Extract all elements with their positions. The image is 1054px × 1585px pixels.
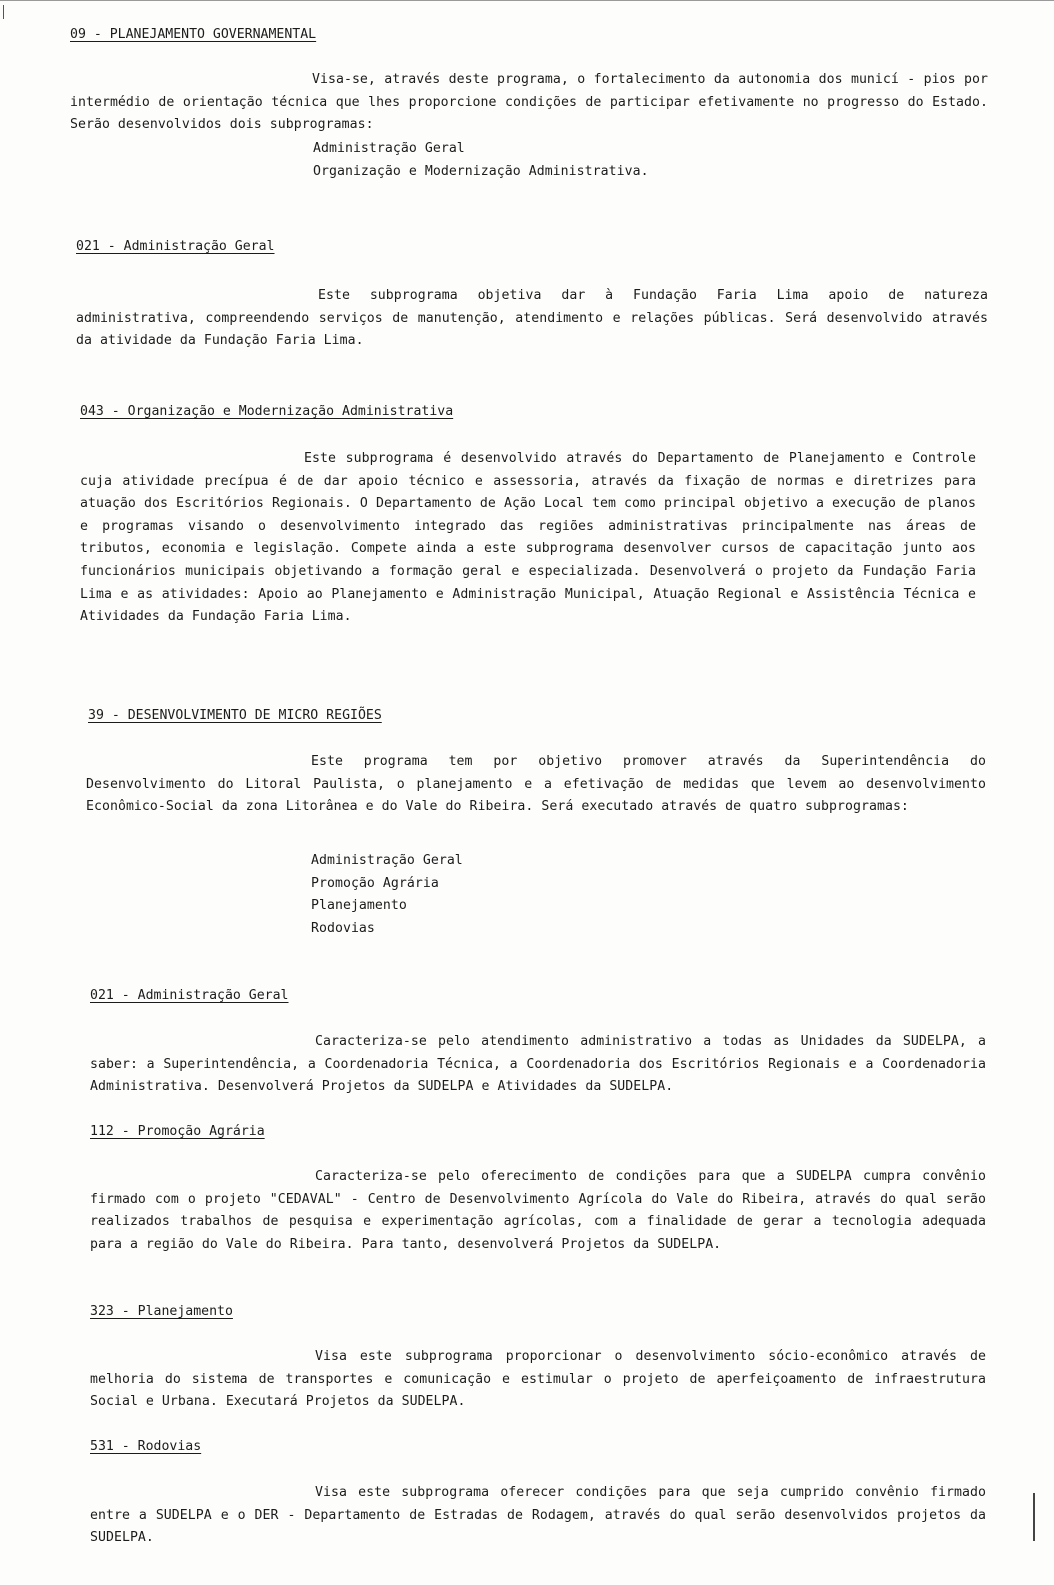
- subprogram-heading: 112 - Promoção Agrária: [90, 1124, 265, 1139]
- list-item: Planejamento: [311, 898, 407, 914]
- subprogram-description: Visa este subprograma oferecer condições para que seja cumprido convênio firmado entre a SUDELPA e o DER - Departamento de Estradas de Rodagem, através do qual serão desenvolvidos projetos da SUDELPA.: [90, 1485, 986, 1546]
- subprogram-description: Caracteriza-se pelo atendimento administrativo a todas as Unidades da SUDELPA, a saber: a Superintendência, a Coordenadoria Técnica, a Coordenadoria dos Escritórios Regionais e a Coordenadoria Administrativa. Desenvolverá Projetos da SUDELPA e Atividades da SUDELPA.: [90, 1034, 986, 1095]
- program-description: Visa-se, através deste programa, o fortalecimento da autonomia dos municí - pios por intermédio de orientação técnica que lhes proporcione condições de participar efetivamente no progresso do Estado. Serão desenvolvidos dois subprogramas:: [70, 72, 988, 133]
- list-item: Promoção Agrária: [311, 875, 439, 891]
- subprogram-description: Este subprograma objetiva dar à Fundação Faria Lima apoio de natureza administrativa, compreendendo serviços de manutenção, atendimento e relações públicas. Será desenvolvido através da atividade da Fundação Faria Lima.: [76, 288, 988, 349]
- subprogram-description: Caracteriza-se pelo oferecimento de condições para que a SUDELPA cumpra convênio firmado com o projeto "CEDAVAL" - Centro de Desenvolvimento Agrícola do Vale do Ribeira, através do qual serão realizados trabalhos de pesquisa e experimentação agrícolas, com a finalidade de gerar a tecnologia adequada para a região do Vale do Ribeira. Para tanto, desenvolverá Projetos da SUDELPA.: [90, 1169, 986, 1252]
- subprogram-heading: 021 - Administração Geral: [76, 239, 275, 254]
- subprogram-heading: 021 - Administração Geral: [90, 988, 289, 1003]
- subprogram-heading: 531 - Rodovias: [90, 1439, 202, 1454]
- subprogram-heading: 043 - Organização e Modernização Administrativa: [80, 404, 454, 419]
- subprogram-list: [311, 850, 463, 940]
- subprogram-description: Visa este subprograma proporcionar o desenvolvimento sócio-econômico através de melhoria do sistema de transportes e comunicação e estimular o projeto de aperfeiçoamento de infraestrutura Social e Urbana. Executará Projetos da SUDELPA.: [90, 1349, 986, 1410]
- program-description: Este programa tem por objetivo promover através da Superintendência do Desenvolvimento do Litoral Paulista, o planejamento e a efetivação de medidas que levem ao desenvolvimento Econômico-Social da zona Litorânea e do Vale do Ribeira. Será executado através de quatro subprogramas:: [86, 754, 986, 815]
- subprogram-list: [313, 138, 649, 183]
- list-item: Administração Geral: [311, 853, 463, 868]
- list-item: Administração Geral: [313, 141, 465, 156]
- subprogram-heading: 323 - Planejamento: [90, 1304, 233, 1319]
- list-item: Rodovias: [311, 920, 375, 936]
- list-item: Organização e Modernização Administrativa.: [313, 163, 649, 179]
- subprogram-description: Este subprograma é desenvolvido através do Departamento de Planejamento e Controle cuja atividade precípua é de dar apoio técnico e assessoria, através da fixação de normas e diretrizes para atuação dos Escritórios Regionais. O Departamento de Ação Local tem como principal objetivo a execução de planos e programas visando o desenvolvimento integrado das regiões administrativas principalmente nas áreas de tributos, economia e legislação. Compete ainda a este subprograma desenvolver cursos de capacitação junto aos funcionários municipais objetivando a formação geral e especializada. Desenvolverá o projeto da Fundação Faria Lima e as atividades: Apoio ao Planejamento e Administração Municipal, Atuação Regional e Assistência Técnica e Atividades da Fundação Faria Lima.: [80, 451, 976, 625]
- program-heading: 39 - DESENVOLVIMENTO DE MICRO REGIÕES: [88, 708, 382, 723]
- program-heading: 09 - PLANEJAMENTO GOVERNAMENTAL: [70, 27, 317, 42]
